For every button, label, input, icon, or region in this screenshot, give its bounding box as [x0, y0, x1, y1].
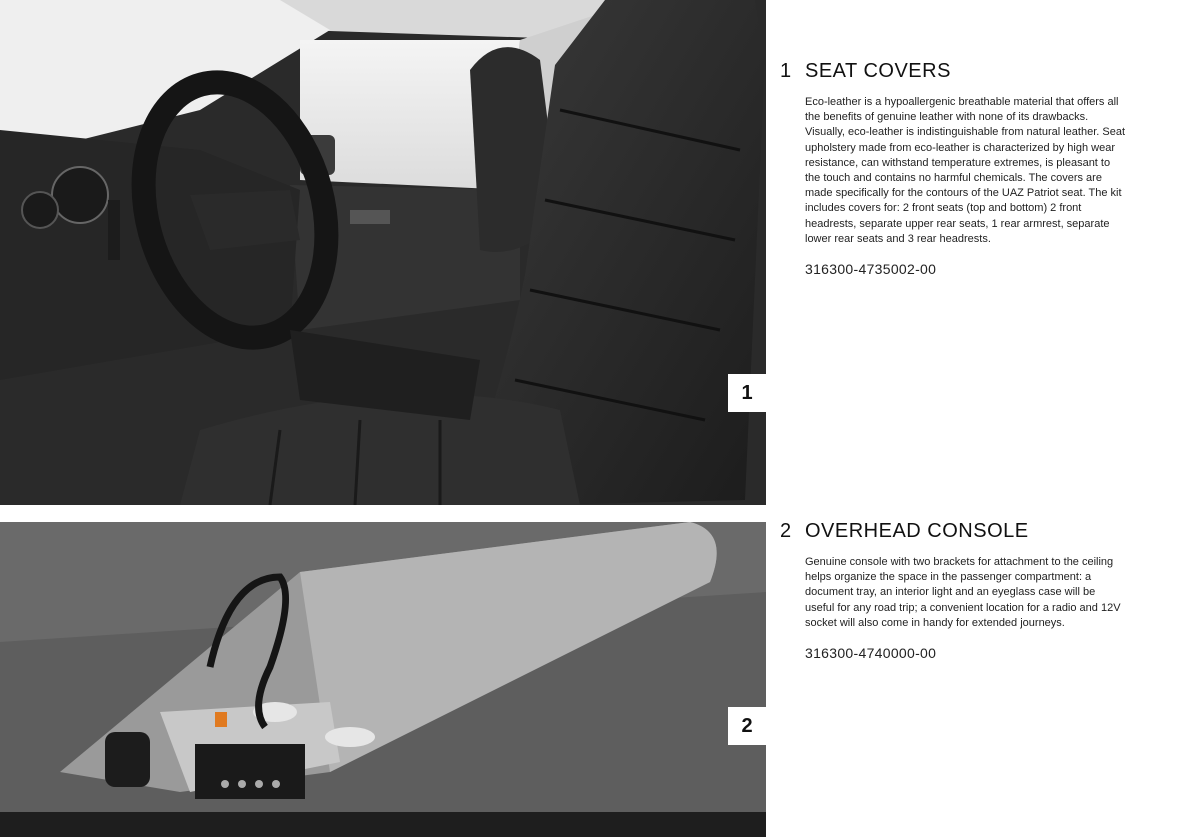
seat-covers-photo: [0, 0, 766, 505]
overhead-console-section: [780, 520, 1125, 661]
section-title: OVERHEAD CONSOLE: [805, 520, 1029, 542]
section-number: 2: [780, 520, 792, 542]
section-description: Eco-leather is a hypoallergenic breathable material that offers all the benefits of genuine leather with none of its drawbacks. Visually, eco-leather is indistinguishable from natural leather. Seat upholstery made from eco-leather is characterized by high wear resistance, can withstand temperature extremes, is pleasant to the touch and contains no harmful chemicals. The covers are made specifically for the contours of the UAZ Patriot seat. The kit includes covers for: 2 front seats (top and bottom) 2 front headrests, separate upper rear seats, 1 rear armrest, separate lower rear seats and 3 rear headrests.: [805, 96, 1125, 245]
section-heading: [780, 60, 1125, 83]
section-description: Genuine console with two brackets for attachment to the ceiling helps organize the space in the passenger compartment: a document tray, an interior light and an eyeglass case will be useful for any road trip; a convenient location for a radio and 12V socket will also come in handy for extended journeys.: [805, 556, 1121, 629]
section-title: SEAT COVERS: [805, 60, 951, 82]
overhead-console-illustration: [0, 522, 766, 837]
section-number: 1: [780, 60, 792, 82]
seat-covers-illustration: [0, 0, 766, 505]
seat-covers-section: [780, 60, 1125, 277]
item-badge: 2: [728, 707, 766, 745]
item-badge: 1: [728, 374, 766, 412]
overhead-console-photo: [0, 522, 766, 837]
part-number: 316300-4735002-00: [805, 261, 937, 278]
part-number: 316300-4740000-00: [805, 645, 937, 662]
section-heading: [780, 520, 1125, 543]
